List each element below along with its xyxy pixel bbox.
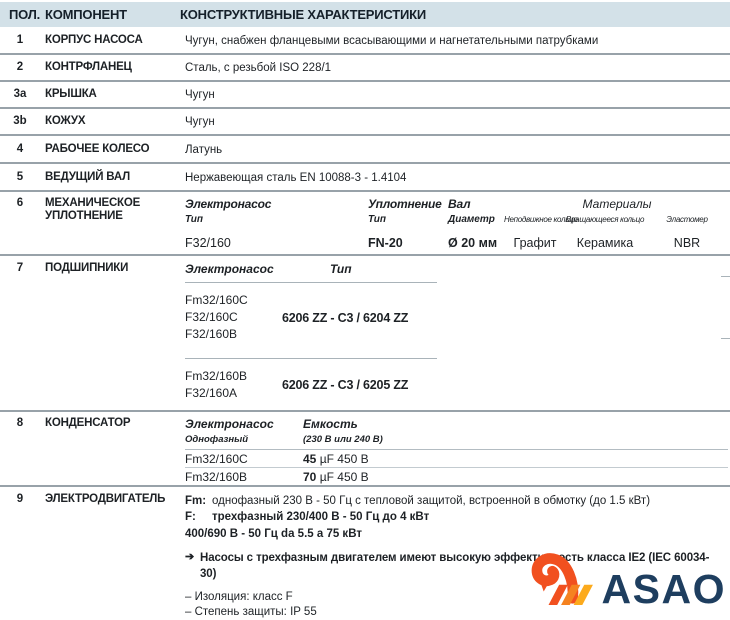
- pump-model: Fm32/160C: [185, 451, 248, 466]
- row-name: РАБОЧЕЕ КОЛЕСО: [45, 143, 150, 155]
- capacitor-value: [303, 452, 369, 466]
- capacitor-subtable-header: [185, 417, 730, 431]
- capacitance-unit: µF 450 В: [316, 451, 369, 466]
- table-row-bearings: [0, 256, 730, 412]
- seal-elastomer-subheader: Эластомер: [666, 215, 708, 224]
- row-pos: 5: [16, 171, 24, 183]
- column-header-pos: ПОЛ.: [9, 7, 41, 22]
- motor-f-text: трехфазный 230/400 В - 50 Гц до 4 кВт: [212, 511, 430, 523]
- artifact-line: [721, 338, 730, 339]
- seal-stationary-ring-subheader: Неподвижное кольцо: [504, 215, 578, 224]
- row-name: МЕХАНИЧЕСКОЕ УПЛОТНЕНИЕ: [45, 197, 141, 222]
- seal-col-seal-header: Уплотнение: [368, 197, 442, 211]
- row-name: КОРПУС НАСОСА: [45, 34, 143, 46]
- seal-stationary-ring-value: Графит: [513, 236, 557, 250]
- motor-note-text: Насосы с трехфазным двигателем имеют высокую эффективность класса IE2 (IEC 60034-30): [200, 552, 710, 580]
- bearings-pump-list: [185, 292, 282, 343]
- row-pos: 6: [16, 197, 24, 209]
- table-row: [0, 82, 730, 109]
- row-name: ЭЛЕКТРОДВИГАТЕЛЬ: [45, 493, 166, 505]
- row-name: ПОДШИПНИКИ: [45, 262, 129, 274]
- capacitor-voltage-label: (230 В или 240 В): [303, 434, 383, 445]
- row-value: Чугун, снабжен фланцевыми всасывающими и нагнетательными патрубками: [185, 35, 599, 47]
- pump-model: Fm32/160C: [185, 293, 248, 307]
- table-row: [0, 164, 730, 192]
- seal-pump-value: F32/160: [185, 236, 231, 250]
- seal-diameter-subheader: Диаметр: [448, 214, 495, 225]
- row-pos: 1: [16, 34, 24, 46]
- capacitor-row: [185, 468, 730, 485]
- seal-seal-type-subheader: Тип: [368, 214, 386, 225]
- motor-singlephase-line: [185, 493, 730, 509]
- bearing-type-value: 6206 ZZ - C3 / 6205 ZZ: [282, 378, 409, 392]
- row-value: Сталь, с резьбой ISO 228/1: [185, 62, 332, 74]
- table-row-capacitor: [0, 412, 730, 487]
- motor-insulation-line: – Изоляция: класс F: [185, 591, 293, 603]
- pump-model: Fm32/160B: [185, 369, 248, 383]
- artifact-line: [721, 276, 730, 277]
- row-value: Латунь: [185, 144, 223, 156]
- table-row: [0, 27, 730, 55]
- row-pos: 2: [16, 61, 24, 73]
- table-row: [0, 136, 730, 164]
- row-name: КОНДЕНСАТОР: [45, 417, 131, 429]
- seal-col-shaft-header: Вал: [448, 197, 471, 211]
- capacitor-singlephase-label: Однофазный: [185, 434, 248, 445]
- table-row: [0, 109, 730, 136]
- motor-fm-label: Fm:: [185, 495, 207, 507]
- capacitance-unit: µF 450 В: [316, 469, 369, 484]
- table-row-mechanical-seal: [0, 192, 730, 256]
- seal-materials-header: Материалы: [582, 197, 652, 211]
- table-header: [0, 2, 730, 27]
- seal-diameter-value: Ø 20 мм: [448, 236, 498, 250]
- bearings-group: [185, 359, 730, 410]
- asao-logo-text: ASAO: [601, 566, 726, 612]
- row-name: ВЕДУЩИЙ ВАЛ: [45, 171, 130, 183]
- bearings-pump-header: Электронасос: [185, 262, 274, 276]
- bearings-type-header: Тип: [330, 262, 352, 276]
- capacitance-number: 45: [303, 451, 317, 466]
- asao-swan-icon: [531, 550, 595, 606]
- arrow-right-icon: ➔: [185, 551, 195, 563]
- seal-pump-type-subheader: Тип: [185, 214, 203, 225]
- row-name: КРЫШКА: [45, 88, 97, 100]
- capacitor-pump-header: Электронасос: [185, 417, 274, 431]
- column-header-characteristics: КОНСТРУКТИВНЫЕ ХАРАКТЕРИСТИКИ: [180, 7, 427, 22]
- row-pos: 3b: [13, 115, 27, 127]
- row-pos: 7: [16, 262, 24, 274]
- pump-datasheet-page: [0, 2, 730, 618]
- motor-threephase-line: [185, 509, 730, 526]
- motor-f-label: F:: [185, 511, 196, 523]
- seal-rotating-ring-subheader: Вращающееся кольцо: [566, 215, 645, 224]
- motor-fm-text: однофазный 230 В - 50 Гц с тепловой защитой, встроенной в обмотку (до 1.5 кВт): [212, 495, 651, 507]
- seal-type-value: FN-20: [368, 236, 403, 250]
- row-pos: 9: [16, 493, 24, 505]
- row-value: Чугун: [185, 89, 215, 101]
- column-header-component: КОМПОНЕНТ: [45, 7, 127, 22]
- bearing-type-value: 6206 ZZ - C3 / 6204 ZZ: [282, 310, 409, 325]
- seal-elastomer-value: NBR: [673, 236, 701, 250]
- pump-model: Fm32/160B: [185, 469, 248, 484]
- seal-rotating-ring-value: Керамика: [576, 236, 634, 250]
- capacitance-number: 70: [303, 469, 317, 484]
- capacitor-subtable-subheader: [185, 433, 730, 445]
- capacitor-row: [185, 450, 730, 467]
- seal-subtable: [185, 197, 730, 250]
- row-name: КОНТРФЛАНЕЦ: [45, 61, 132, 73]
- motor-voltage-line: 400/690 В - 50 Гц da 5.5 a 75 кВт: [185, 528, 362, 540]
- capacitor-capacity-header: Емкость: [303, 417, 358, 431]
- seal-col-pump-header: Электронасос: [185, 197, 272, 211]
- row-pos: 3a: [13, 88, 27, 100]
- asao-logo: [531, 550, 726, 612]
- motor-protection-line: – Степень защиты: IP 55: [185, 606, 317, 618]
- row-name: КОЖУХ: [45, 115, 86, 127]
- pump-model: F32/160A: [185, 386, 238, 400]
- bearings-pump-list: [185, 368, 282, 402]
- pump-model: F32/160B: [185, 327, 238, 341]
- row-pos: 8: [16, 417, 24, 429]
- bearings-subtable-header: [185, 262, 730, 276]
- table-row: [0, 55, 730, 82]
- row-value: Нержавеющая сталь EN 10088-3 - 1.4104: [185, 172, 407, 184]
- row-pos: 4: [16, 143, 24, 155]
- pump-model: F32/160C: [185, 310, 238, 324]
- capacitor-value: [303, 470, 369, 484]
- bearings-group: [185, 283, 730, 352]
- row-value: Чугун: [185, 116, 215, 128]
